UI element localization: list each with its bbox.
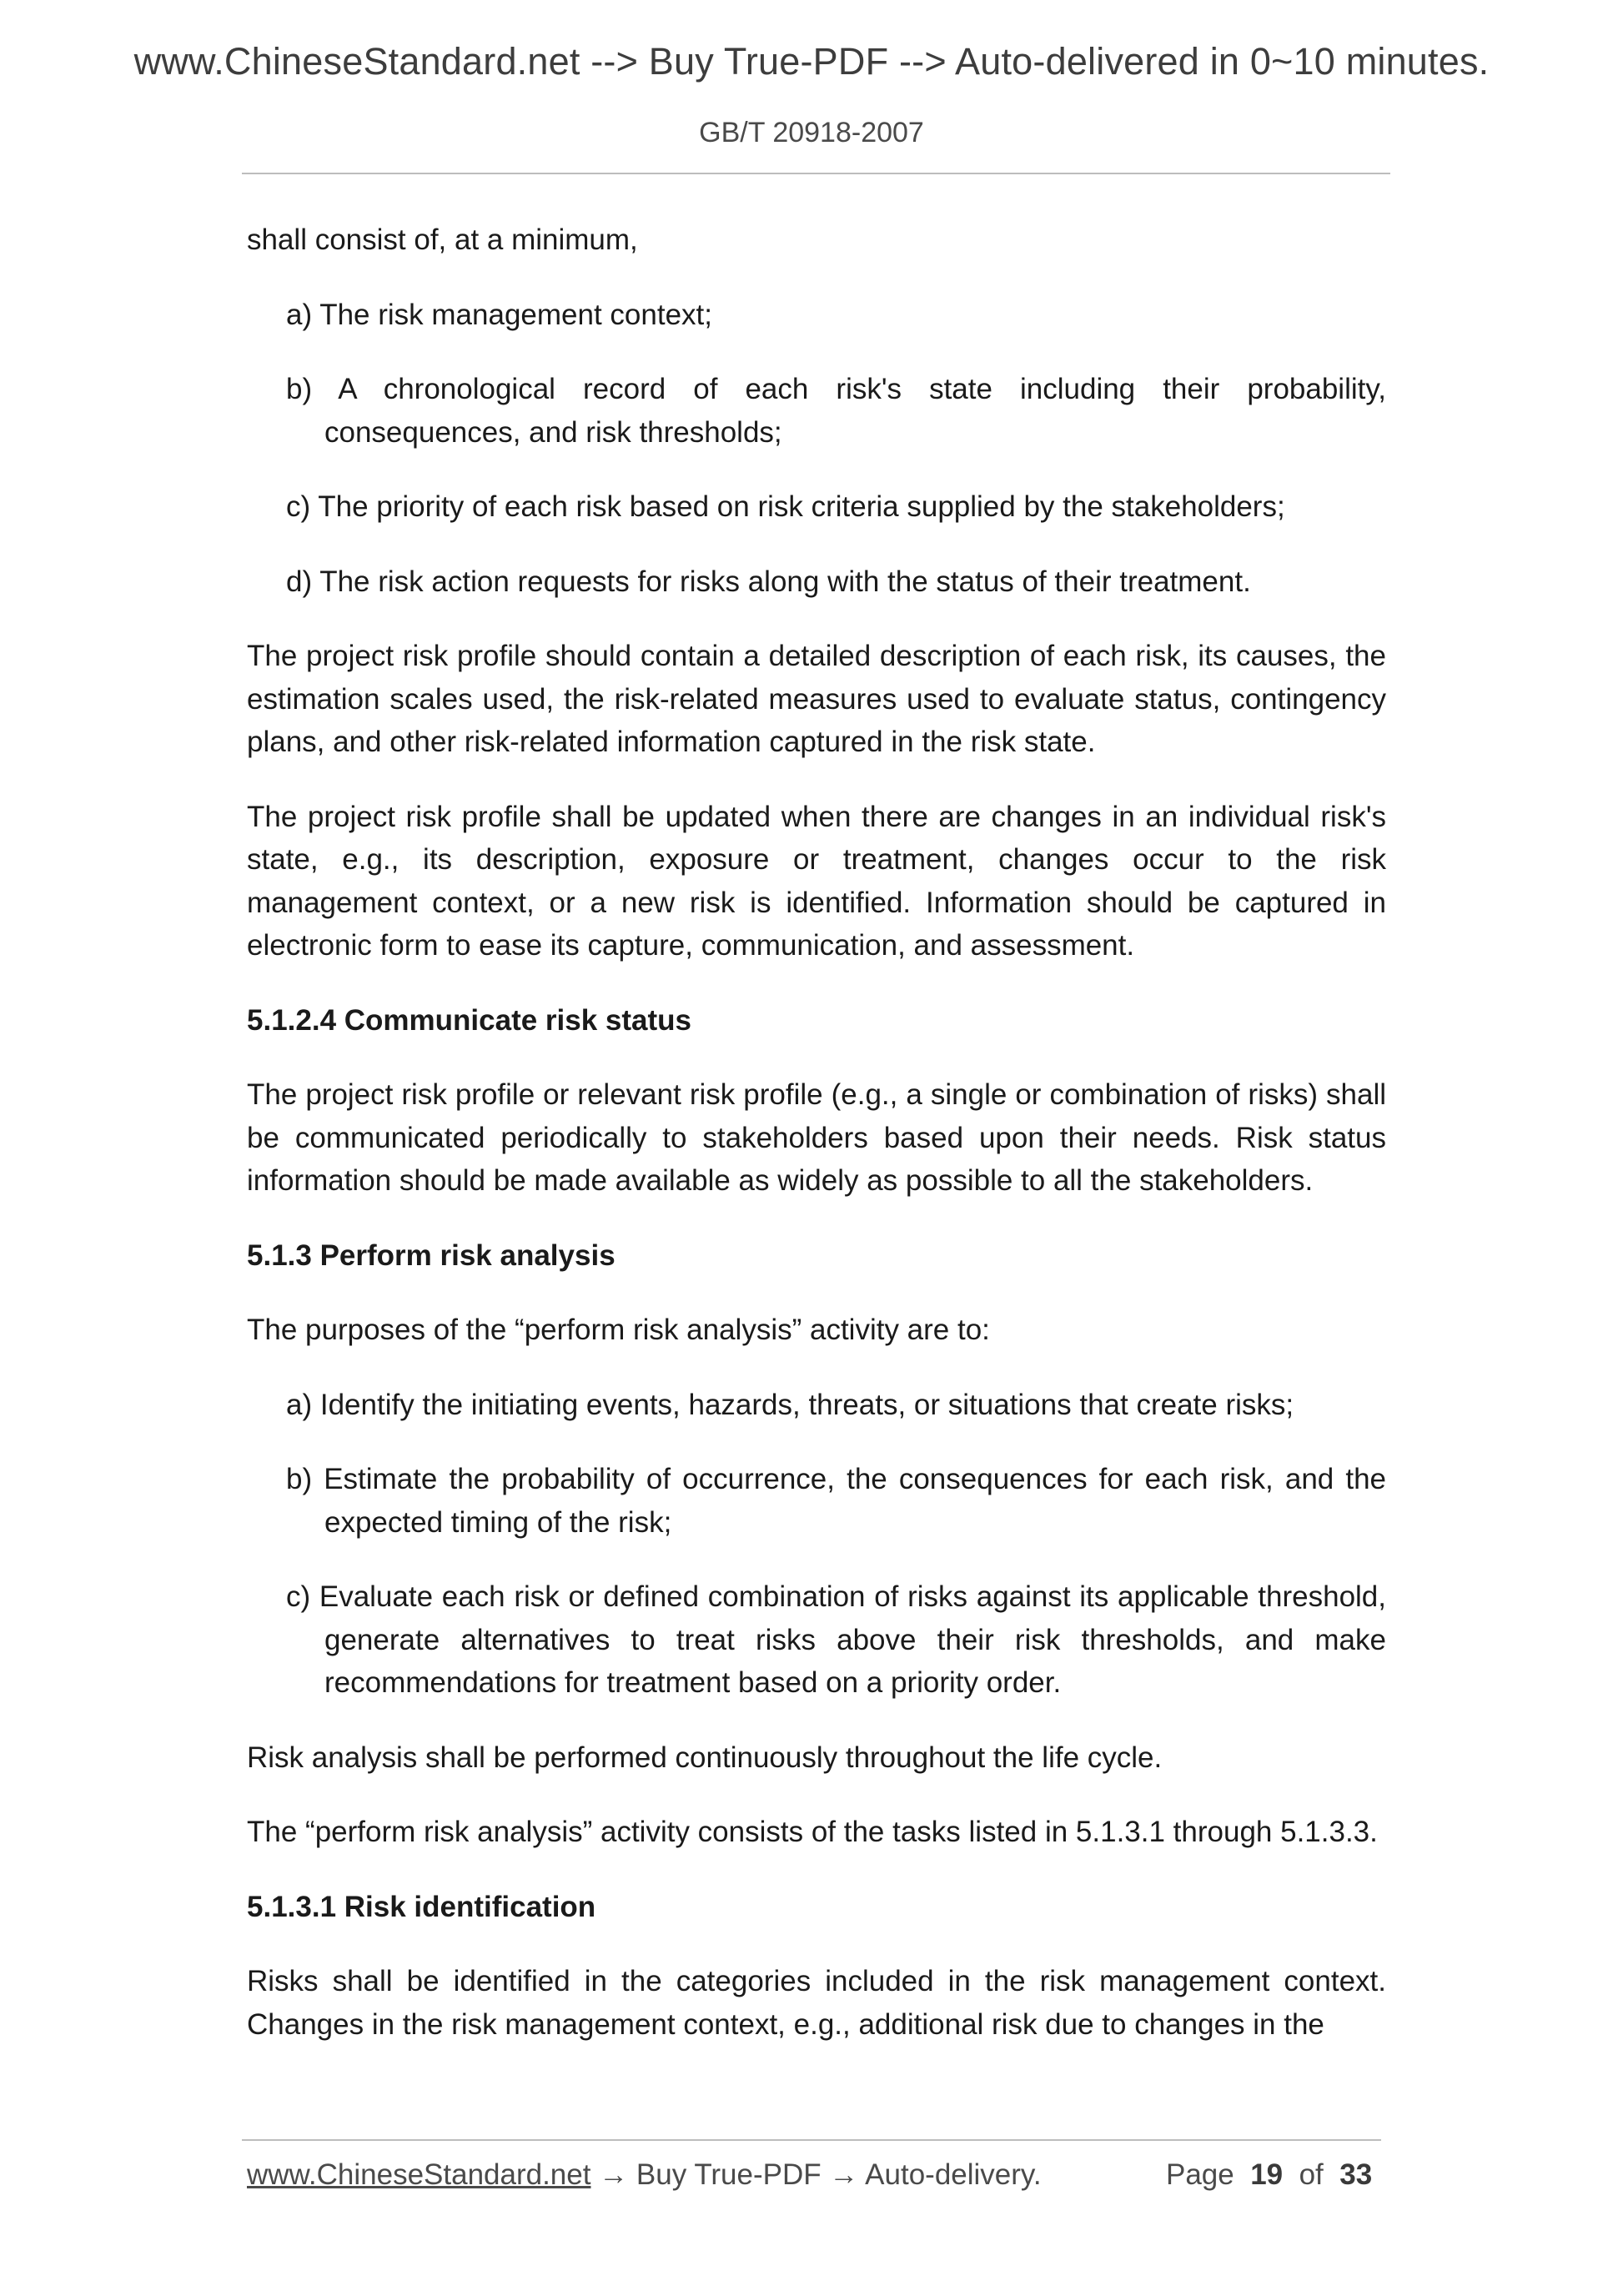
list-item-b-estimate: b) Estimate the probability of occurrence, the consequences for each risk, and the expected timing of the risk; (286, 1463, 1386, 1539)
page-number: 19 (1250, 2158, 1284, 2191)
of-label: of (1299, 2158, 1324, 2191)
paragraph-intro: shall consist of, at a minimum, (247, 224, 638, 256)
heading-communicate-risk-status: 5.1.2.4 Communicate risk status (247, 1003, 691, 1037)
paragraph-profile-contain: The project risk profile should contain a detailed description of each risk, its causes, the estimation scales used, the risk-related measures used to evaluate status, contingency plans, and other risk-related information captured in the risk state. (247, 640, 1386, 758)
paragraph-identification: Risks shall be identified in the categories included in the risk management context. Changes in the risk management context, e.g., additional risk due to changes in the (247, 1965, 1386, 2041)
list-item-a-identify: a) Identify the initiating events, hazards, threats, or situations that create risks; (286, 1388, 1294, 1421)
heading-risk-identification: 5.1.3.1 Risk identification (247, 1890, 596, 1923)
document-body (247, 219, 1386, 2077)
footer-divider (242, 2139, 1381, 2141)
page-total: 33 (1339, 2158, 1373, 2191)
standard-code: GB/T 20918-2007 (699, 117, 924, 148)
site-banner: www.ChineseStandard.net --> Buy True-PDF --> Auto-delivered in 0~10 minutes. (133, 40, 1490, 83)
list-item-b-record: b) A chronological record of each risk's state including their probability, consequences, and risk thresholds; (286, 373, 1386, 449)
paragraph-communicate: The project risk profile or relevant risk profile (e.g., a single or combination of risks) shall be communicated periodically to stakeholders based upon their needs. Risk status information should be made available as widely as possible to all the stakeholders. (247, 1078, 1386, 1197)
list-item-a-context: a) The risk management context; (286, 298, 712, 331)
footer-tail-text: → Buy True-PDF → Auto-delivery. (590, 2158, 1042, 2191)
page-indicator (1166, 2158, 1372, 2192)
paragraph-continuous: Risk analysis shall be performed continuously throughout the life cycle. (247, 1741, 1163, 1774)
heading-perform-risk-analysis: 5.1.3 Perform risk analysis (247, 1238, 616, 1272)
footer-site-link[interactable]: www.ChineseStandard.net (247, 2158, 591, 2191)
paragraph-tasks: The “perform risk analysis” activity consists of the tasks listed in 5.1.3.1 through 5.1.3.3. (247, 1816, 1378, 1848)
header-divider (242, 173, 1390, 174)
paragraph-profile-update: The project risk profile shall be updated when there are changes in an individual risk's state, e.g., its description, exposure or treatment, changes occur to the risk management context, or a new risk is identified. Information should be captured in electronic form to ease its capture, communication, and assessment. (247, 800, 1386, 962)
paragraph-purposes: The purposes of the “perform risk analysis” activity are to: (247, 1314, 990, 1346)
list-item-d-action-requests: d) The risk action requests for risks along with the status of their treatment. (286, 565, 1251, 598)
footer-site-line (247, 2158, 1042, 2192)
list-item-c-priority: c) The priority of each risk based on risk criteria supplied by the stakeholders; (286, 490, 1285, 523)
list-item-c-evaluate: c) Evaluate each risk or defined combination of risks against its applicable threshold, generate alternatives to treat risks above their risk thresholds, and make recommendations for treatment based on a priority order. (286, 1580, 1386, 1699)
page-label: Page (1166, 2158, 1234, 2191)
